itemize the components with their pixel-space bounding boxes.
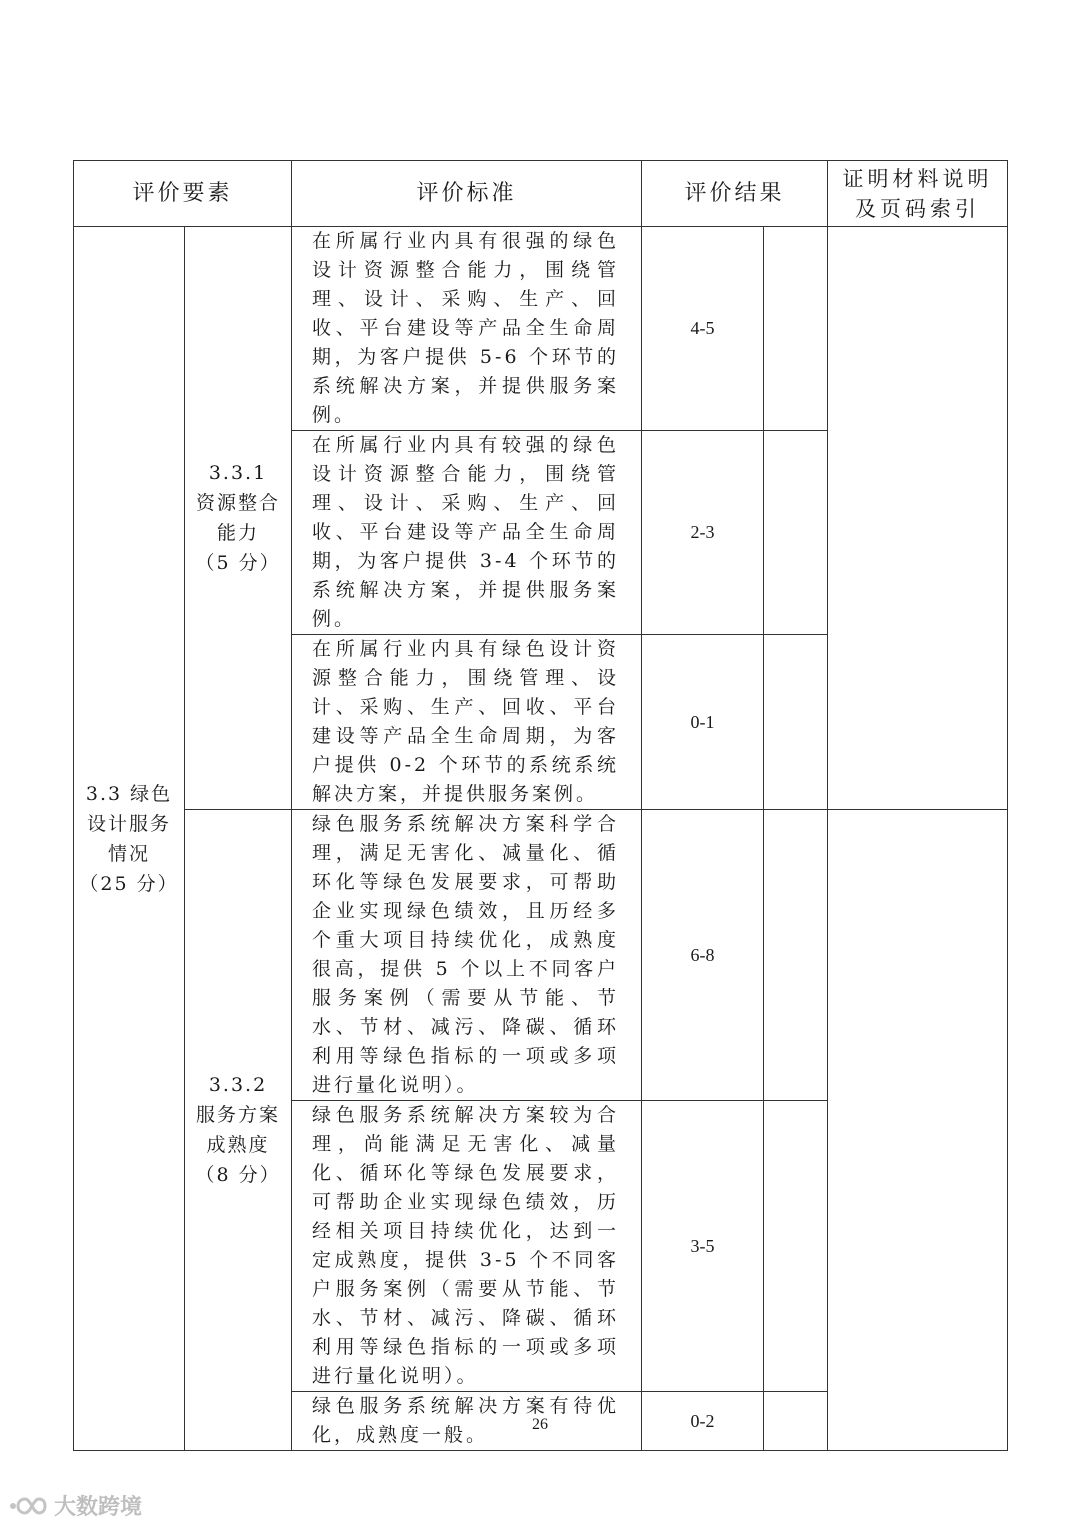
evidence-cell[interactable] [828,227,1008,810]
result-cell[interactable] [764,810,828,1101]
standard-text: 在所属行业内具有较强的绿色设计资源整合能力，围绕管理、设计、采购、生产、回收、平台建设等产品全生命周期，为客户提供 3-4 个环节的系统解决方案，并提供服务案例。 [292,431,642,635]
score-range: 3-5 [642,1101,764,1392]
subfactor-name-line1: 资源整合 [196,492,281,514]
standard-text: 绿色服务系统解决方案科学合理，满足无害化、减量化、循环化等绿色发展要求，可帮助企业实现绿色绩效，且历经多个重大项目持续优化，成熟度很高，提供 5 个以上不同客户服务案例（需要从节能、节水、节材、减污、降碳、循环利用等绿色指标的一项或多项进行量化说明）。 [292,810,642,1101]
result-cell[interactable] [764,1101,828,1392]
header-evidence-line1: 证明材料说明 [842,166,993,191]
score-range: 0-1 [642,635,764,810]
factor-cell [74,227,185,1451]
table-row [74,810,1008,1101]
subfactor-name-line1: 服务方案 [196,1104,281,1126]
subfactor-name-line2: 能力 [217,522,260,544]
header-evidence-line2: 及页码索引 [855,196,981,221]
subfactor-points: （8 分） [195,1164,281,1186]
result-cell[interactable] [764,227,828,431]
infinity-logo-icon [8,1495,48,1517]
header-result: 评价结果 [642,161,828,227]
subfactor-points: （5 分） [195,552,281,574]
page-number: 26 [532,1416,548,1433]
subfactor-cell [185,227,292,810]
score-range: 4-5 [642,227,764,431]
subfactor-name-line2: 成熟度 [206,1134,270,1156]
evidence-cell[interactable] [828,810,1008,1451]
standard-text: 在所属行业内具有很强的绿色设计资源整合能力，围绕管理、设计、采购、生产、回收、平台建设等产品全生命周期，为客户提供 5-6 个环节的系统解决方案，并提供服务案例。 [292,227,642,431]
score-range: 2-3 [642,431,764,635]
header-factor: 评价要素 [74,161,292,227]
watermark [8,1490,142,1521]
header-evidence [828,161,1008,227]
result-cell[interactable] [764,635,828,810]
score-range: 6-8 [642,810,764,1101]
table-row [74,227,1008,431]
factor-line2: 设计服务 [86,812,171,835]
header-standard: 评价标准 [292,161,642,227]
watermark-text: 大数跨境 [54,1495,143,1520]
standard-text: 绿色服务系统解决方案较为合理，尚能满足无害化、减量化、循环化等绿色发展要求，可帮助企业实现绿色绩效，历经相关项目持续优化，达到一定成熟度，提供 3-5 个不同客户服务案例（需要从节能、节水、节材、减污、降碳、循环利用等绿色指标的一项或多项进行量化说明）。 [292,1101,642,1392]
factor-line3: 情况 [107,842,150,865]
result-cell[interactable] [764,431,828,635]
factor-line1: 3.3 绿色 [85,782,173,805]
factor-line4: （25 分） [79,872,179,895]
subfactor-code: 3.3.1 [208,462,268,484]
score-range: 0-2 [642,1392,764,1451]
subfactor-code: 3.3.2 [208,1074,268,1096]
header-row [74,161,1008,227]
evaluation-table [73,160,1008,1451]
standard-text: 在所属行业内具有绿色设计资源整合能力，围绕管理、设计、采购、生产、回收、平台建设等产品全生命周期，为客户提供 0-2 个环节的系统系统解决方案，并提供服务案例。 [292,635,642,810]
subfactor-cell [185,810,292,1451]
standard-text: 绿色服务系统解决方案有待优化，成熟度一般。 [292,1392,642,1451]
